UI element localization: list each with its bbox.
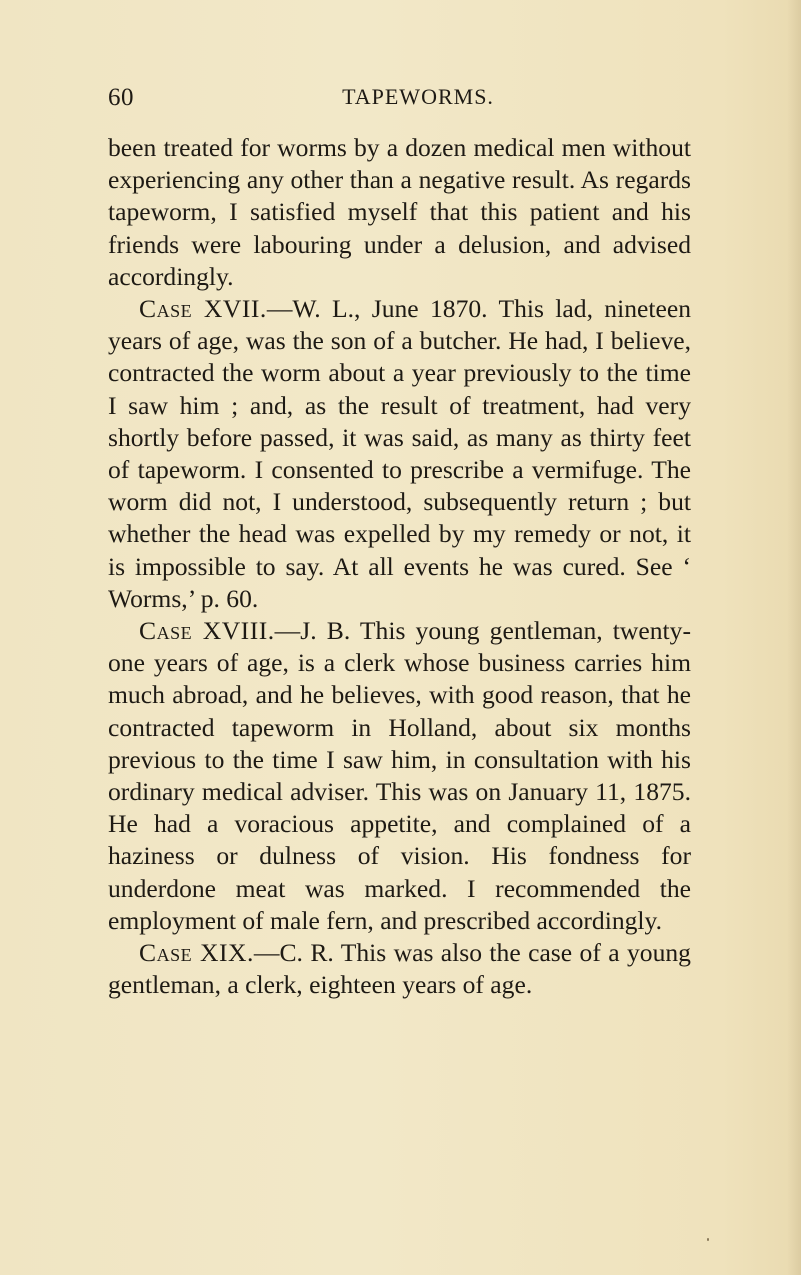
- body-text: [108, 132, 691, 1001]
- case-xviii-text: —J. B. This young gentleman, twenty-one years of age, is a clerk whose business carries him much abroad, and he believes, with good reason, that he contracted tapeworm in Holland, about six months previous to the time I saw him, in consultation with his ordinary medical adviser. This was on January 11, 1875. He had a voracious appetite, and complained of a haziness or dulness of vision. His fondness for underdone meat was marked. I recommended the employment of male fern, and prescribed accordingly.: [108, 616, 691, 935]
- case-xix-text: —C. R. This was also the case of a young gentleman, a clerk, eighteen years of age.: [108, 938, 691, 1000]
- page-number: 60: [108, 84, 134, 111]
- paragraph-case-xvii: [108, 293, 691, 615]
- paragraph-1-text: been treated for worms by a dozen medical men without experiencing any other than a negative result. As regards tapeworm, I satisfied myself that this patient and his friends were labouring under a delusion, and advised accordingly.: [108, 133, 691, 291]
- page-header: [108, 84, 688, 114]
- paper-speck: [707, 1238, 709, 1241]
- paragraph-case-xix: [108, 937, 691, 1001]
- case-label-xvii: Case XVII.: [139, 294, 267, 324]
- case-xvii-text: —W. L., June 1870. This lad, nineteen years of age, was the son of a butcher. He had, I believe, contracted the worm about a year previously to the time I saw him ; and, as the result of treatment, had very shortly before passed, it was said, as many as thirty feet of tapeworm. I consented to prescribe a vermifuge. The worm did not, I understood, subsequently return ; but whether the head was expelled by my remedy or not, it is impossible to say. At all events he was cured. See ‘ Worms,’ p. 60.: [108, 294, 691, 613]
- running-head: TAPEWORMS.: [342, 84, 494, 109]
- page-edge-shadow: [787, 0, 801, 1275]
- paragraph-1: [108, 132, 691, 293]
- paragraph-case-xviii: [108, 615, 691, 937]
- case-label-xviii: Case XVIII.: [139, 616, 275, 646]
- case-label-xix: Case XIX.: [139, 938, 254, 968]
